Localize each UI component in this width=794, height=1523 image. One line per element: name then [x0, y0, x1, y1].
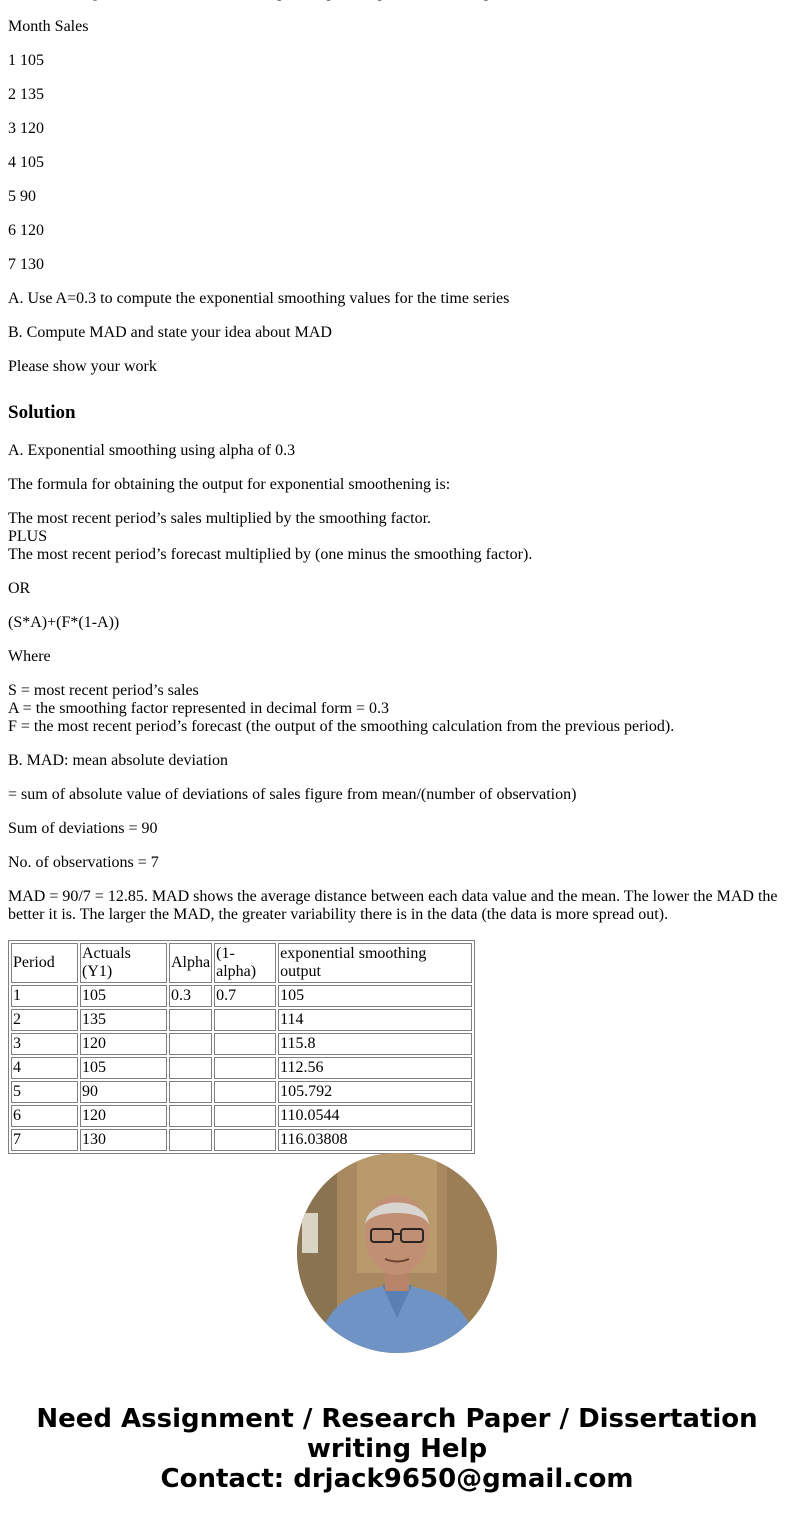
promo-line-2: writing Help [306, 1434, 488, 1464]
table-cell: 0.7 [214, 985, 276, 1007]
formula: (S*A)+(F*(1-A)) [8, 614, 120, 631]
table-cell: 3 [11, 1033, 78, 1055]
table-cell [169, 1057, 212, 1079]
table-cell: 6 [11, 1105, 78, 1127]
table-cell: 116.03808 [278, 1129, 472, 1151]
table-header-row [11, 943, 472, 983]
where-text: Where [8, 648, 51, 665]
question-row: 1 105 [8, 52, 44, 69]
table-cell: 135 [80, 1009, 167, 1031]
question-row: 7 130 [8, 256, 44, 273]
table-cell [214, 1009, 276, 1031]
question-table-header: Month Sales [8, 18, 89, 35]
table-cell: 1 [11, 985, 78, 1007]
promo-line-1: Need Assignment / Research Paper / Dissertation [36, 1404, 758, 1434]
tutor-avatar [297, 1153, 497, 1353]
table-header-cell: (1-alpha) [214, 943, 276, 983]
table-cell [214, 1129, 276, 1151]
or-text: OR [8, 580, 31, 597]
formula-intro: The formula for obtaining the output for exponential smoothening is: [8, 476, 451, 493]
table-cell: 5 [11, 1081, 78, 1103]
formula-line-2: The most recent period’s forecast multiplied by (one minus the smoothing factor). [8, 546, 533, 563]
question-row: 3 120 [8, 120, 44, 137]
table-header-cell: Alpha [169, 943, 212, 983]
table-row [11, 1033, 472, 1055]
table-cell: 0.3 [169, 985, 212, 1007]
table-cell: 112.56 [278, 1057, 472, 1079]
table-cell [214, 1105, 276, 1127]
solution-heading: Solution [8, 402, 76, 423]
promo-banner [0, 1404, 794, 1494]
table-cell: 114 [278, 1009, 472, 1031]
table-cell: 120 [80, 1033, 167, 1055]
table-cell: 110.0544 [278, 1105, 472, 1127]
formula-plus: PLUS [8, 528, 48, 545]
table-row [11, 1129, 472, 1151]
mad-definition: = sum of absolute value of deviations of sales figure from mean/(number of observation) [8, 786, 577, 803]
table-header-cell: Period [11, 943, 78, 983]
table-cell: 2 [11, 1009, 78, 1031]
table-cell [169, 1009, 212, 1031]
table-cell [169, 1081, 212, 1103]
definitions [8, 682, 786, 736]
table-cell: 120 [80, 1105, 167, 1127]
table-cell [169, 1105, 212, 1127]
question-row: 2 135 [8, 86, 44, 103]
question-row: 6 120 [8, 222, 44, 239]
table-row [11, 985, 472, 1007]
table-cell: 7 [11, 1129, 78, 1151]
part-b-title: B. MAD: mean absolute deviation [8, 752, 228, 769]
table-header-cell: Actuals (Y1) [80, 943, 167, 983]
table-cell: 105 [80, 1057, 167, 1079]
formula-line-1: The most recent period’s sales multiplied by the smoothing factor. [8, 510, 432, 527]
table-cell: 130 [80, 1129, 167, 1151]
table-cell [214, 1033, 276, 1055]
formula-description [8, 510, 786, 564]
table-cell [214, 1081, 276, 1103]
question-part-a: A. Use A=0.3 to compute the exponential smoothing values for the time series [8, 290, 510, 307]
mad-explanation: MAD = 90/7 = 12.85. MAD shows the average distance between each data value and the mean. The lower the MAD the better it is. The larger the MAD, the greater variability there is in the data (the data is more spread out). [8, 888, 778, 923]
question-part-b: B. Compute MAD and state your idea about MAD [8, 324, 332, 341]
number-observations: No. of observations = 7 [8, 854, 159, 871]
sum-deviations: Sum of deviations = 90 [8, 820, 158, 837]
table-cell: 105.792 [278, 1081, 472, 1103]
question-intro [8, 0, 786, 2]
question-row: 5 90 [8, 188, 36, 205]
table-row [11, 1081, 472, 1103]
smoothing-table [8, 940, 475, 1154]
table-cell: 90 [80, 1081, 167, 1103]
table-cell: 4 [11, 1057, 78, 1079]
table-row [11, 1057, 472, 1079]
page-content [8, 0, 786, 1154]
table-row [11, 1105, 472, 1127]
promo-contact: Contact: drjack9650@gmail.com [160, 1464, 634, 1494]
table-cell: 105 [80, 985, 167, 1007]
table-cell: 105 [278, 985, 472, 1007]
table-cell [169, 1033, 212, 1055]
part-a-title: A. Exponential smoothing using alpha of 0.3 [8, 442, 296, 459]
table-cell [214, 1057, 276, 1079]
table-cell: 115.8 [278, 1033, 472, 1055]
definition-f: F = the most recent period’s forecast (the output of the smoothing calculation from the previous period). [8, 718, 675, 735]
definition-s: S = most recent period’s sales [8, 682, 199, 699]
definition-a: A = the smoothing factor represented in decimal form = 0.3 [8, 700, 390, 717]
tutor-photo [297, 1153, 497, 1353]
question-request: Please show your work [8, 358, 157, 375]
table-cell [169, 1129, 212, 1151]
question-row: 4 105 [8, 154, 44, 171]
table-header-cell: exponential smoothing output [278, 943, 472, 983]
table-row [11, 1009, 472, 1031]
